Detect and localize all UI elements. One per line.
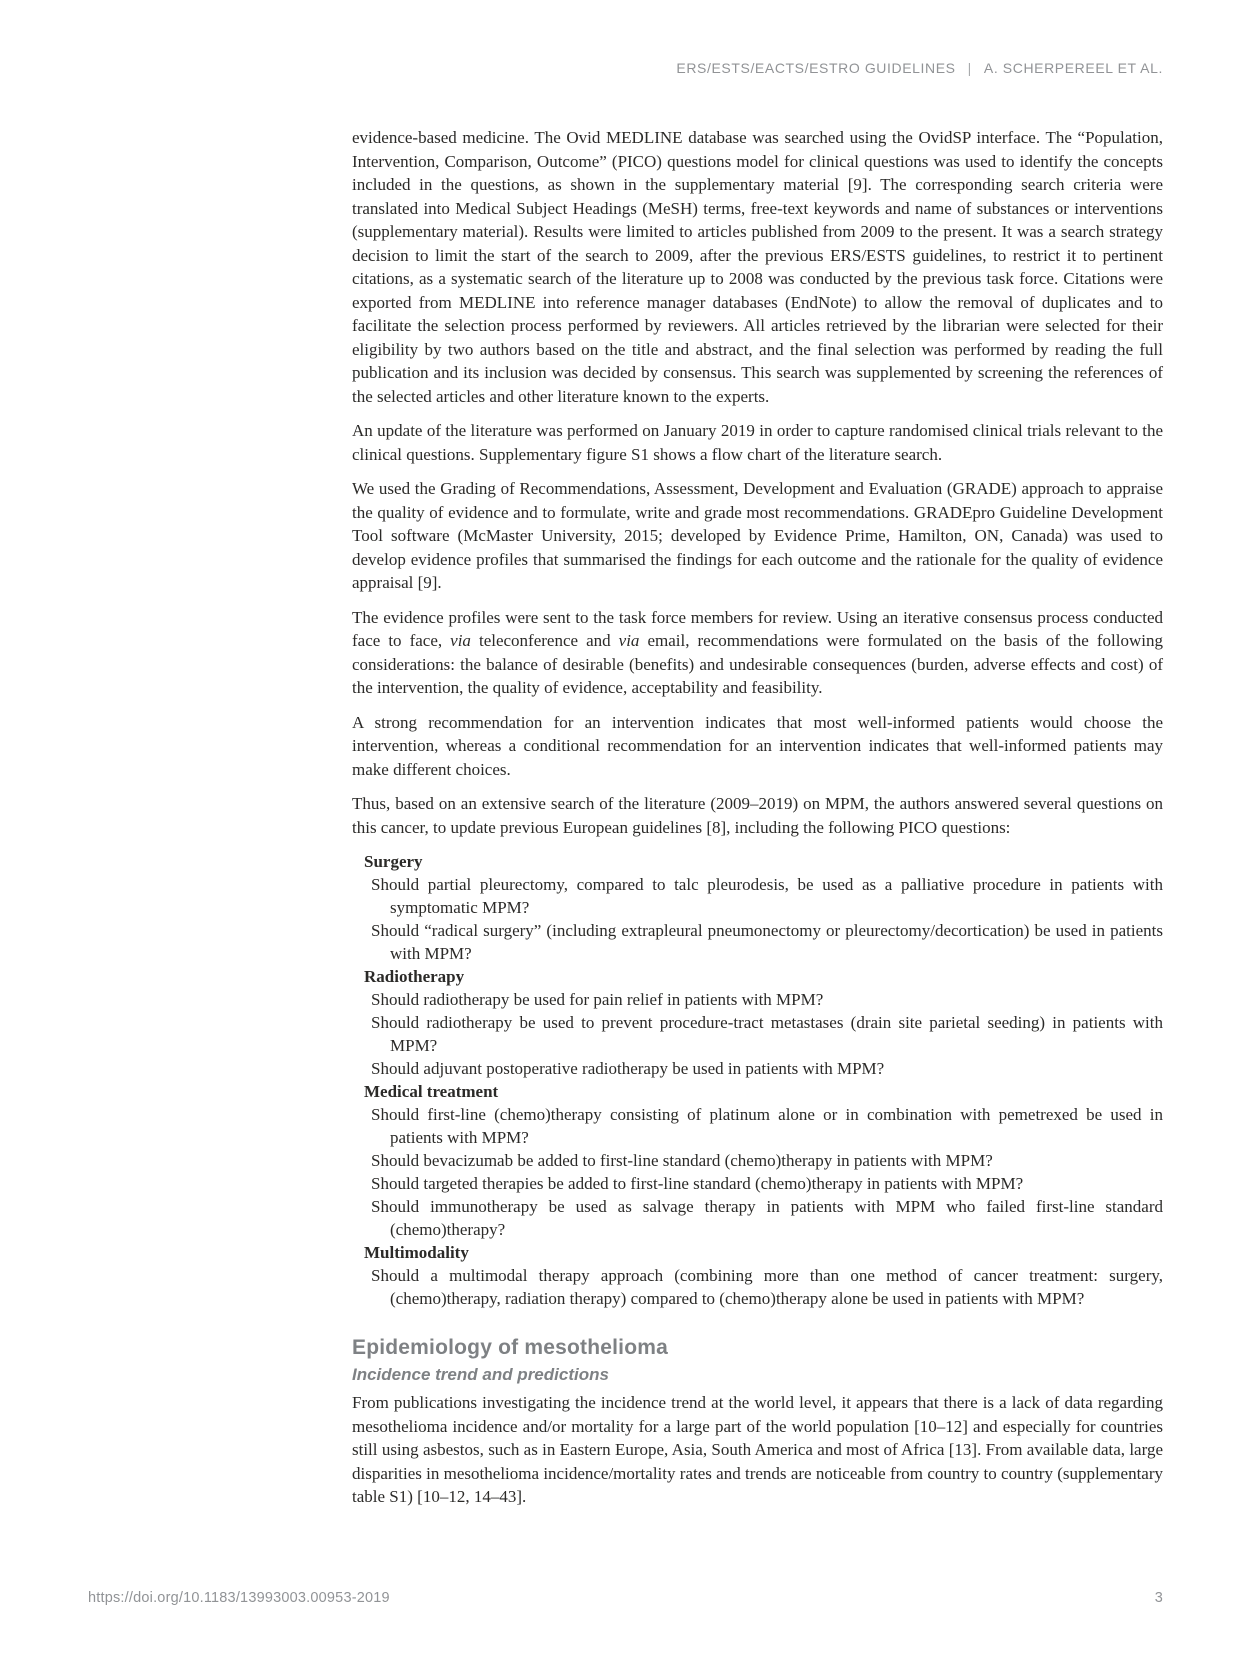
pico-question-list [352,850,1163,1310]
paragraph-evidence-profiles [352,606,1163,700]
paragraph-evidence-profiles-part1: The evidence profiles were sent to the task force members for review. Using an iterative consensus process conducted face to face, [352,607,1163,650]
pico-question: Should adjuvant postoperative radiotherapy be used in patients with MPM? [371,1059,885,1078]
pico-question: Should targeted therapies be added to first-line standard (chemo)therapy in patients with MPM? [371,1174,1024,1193]
article-body [352,126,1163,1509]
pico-question: Should partial pleurectomy, compared to talc pleurodesis, be used as a palliative procedure in patients with symptomatic MPM? [371,875,1163,917]
subsection-heading: Incidence trend and predictions [352,1364,609,1384]
page-number: 3 [1154,1590,1163,1606]
doi-link[interactable]: https://doi.org/10.1183/13993003.00953-2019 [88,1590,390,1606]
paragraph-evidence-profiles-part2: teleconference and [470,631,619,650]
section-epidemiology [352,1336,1163,1509]
paragraph-pico-intro: Thus, based on an extensive search of the literature (2009–2019) on MPM, the authors answered several questions on this cancer, to update previous European guidelines [8], including the following PICO questions: [352,794,1163,837]
pico-category-heading-radiotherapy: Radiotherapy [364,967,465,986]
pico-question: Should immunotherapy be used as salvage therapy in patients with MPM who failed first-line standard (chemo)therapy? [371,1197,1163,1239]
page-footer [88,1590,1163,1606]
paragraph-evidence-profiles-part3: email, recommendations were formulated on the basis of the following considerations: the balance of desirable (benefits) and undesirable consequences (burden, adverse effects and cost) of the intervention, the quality of evidence, acceptability and feasibility. [352,631,1163,697]
pico-category-heading-multimodality: Multimodality [364,1243,469,1262]
pico-category-heading-medical-treatment: Medical treatment [364,1082,499,1101]
running-head-authors: A. SCHERPEREEL ET AL. [983,60,1163,76]
paragraph-grade-approach: We used the Grading of Recommendations, Assessment, Development and Evaluation (GRADE) approach to appraise the quality of evidence and to formulate, write and grade most recommendations. GRADEpro Guideline Development Tool software (McMaster University, 2015; developed by Evidence Prime, Hamilton, ON, Canada) was used to develop evidence profiles that summarised the findings for each outcome and the rationale for the quality of evidence appraisal [9]. [352,479,1163,592]
paragraph-incidence-trend: From publications investigating the incidence trend at the world level, it appears that there is a lack of data regarding mesothelioma incidence and/or mortality for a large part of the world population [10–12] and especially for countries still using asbestos, such as in Eastern Europe, Asia, South America and most of Africa [13]. From available data, large disparities in mesothelioma incidence/mortality rates and trends are noticeable from country to country (supplementary table S1) [10–12, 14–43]. [352,1393,1163,1506]
via-italic-1: via [450,631,471,650]
section-heading: Epidemiology of mesothelioma [352,1336,668,1359]
pico-question: Should a multimodal therapy approach (combining more than one method of cancer treatment: surgery, (chemo)therapy, radiation therapy) compared to (chemo)therapy alone be used in patients with MPM? [371,1266,1163,1308]
paragraph-search-strategy: evidence-based medicine. The Ovid MEDLINE database was searched using the OvidSP interface. The “Population, Intervention, Comparison, Outcome” (PICO) questions model for clinical questions was used to identify the concepts included in the questions, as shown in the supplementary material [9]. The corresponding search criteria were translated into Medical Subject Headings (MeSH) terms, free-text keywords and name of substances or interventions (supplementary material). Results were limited to articles published from 2009 to the present. It was a search strategy decision to limit the start of the search to 2009, after the previous ERS/ESTS guidelines, to restrict it to pertinent citations, as a systematic search of the literature up to 2008 was conducted by the previous task force. Citations were exported from MEDLINE into reference manager databases (EndNote) to allow the removal of duplicates and to facilitate the selection process performed by reviewers. All articles retrieved by the librarian were selected for their eligibility by two authors based on the title and abstract, and the final selection was performed by reading the full publication and its inclusion was decided by consensus. This search was supplemented by screening the references of the selected articles and other literature known to the experts. [352,128,1163,406]
paragraph-literature-update: An update of the literature was performed on January 2019 in order to capture randomised clinical trials relevant to the clinical questions. Supplementary figure S1 shows a flow chart of the literature search. [352,421,1163,464]
pico-category-heading-surgery: Surgery [364,852,423,871]
running-head [352,60,1163,76]
pico-question: Should radiotherapy be used for pain relief in patients with MPM? [371,990,824,1009]
via-italic-2: via [618,631,640,650]
pico-question: Should radiotherapy be used to prevent procedure-tract metastases (drain site parietal seeding) in patients with MPM? [371,1013,1163,1055]
running-head-divider: | [967,60,972,76]
running-head-title: ERS/ESTS/EACTS/ESTRO GUIDELINES [676,60,956,76]
pico-question: Should first-line (chemo)therapy consisting of platinum alone or in combination with pemetrexed be used in patients with MPM? [371,1105,1163,1147]
pico-question: Should bevacizumab be added to first-line standard (chemo)therapy in patients with MPM? [371,1151,993,1170]
pico-question: Should “radical surgery” (including extrapleural pneumonectomy or pleurectomy/decortication) be used in patients with MPM? [371,921,1163,963]
paragraph-recommendation-strength: A strong recommendation for an intervention indicates that most well-informed patients would choose the intervention, whereas a conditional recommendation for an intervention indicates that well-informed patients may make different choices. [352,712,1163,779]
